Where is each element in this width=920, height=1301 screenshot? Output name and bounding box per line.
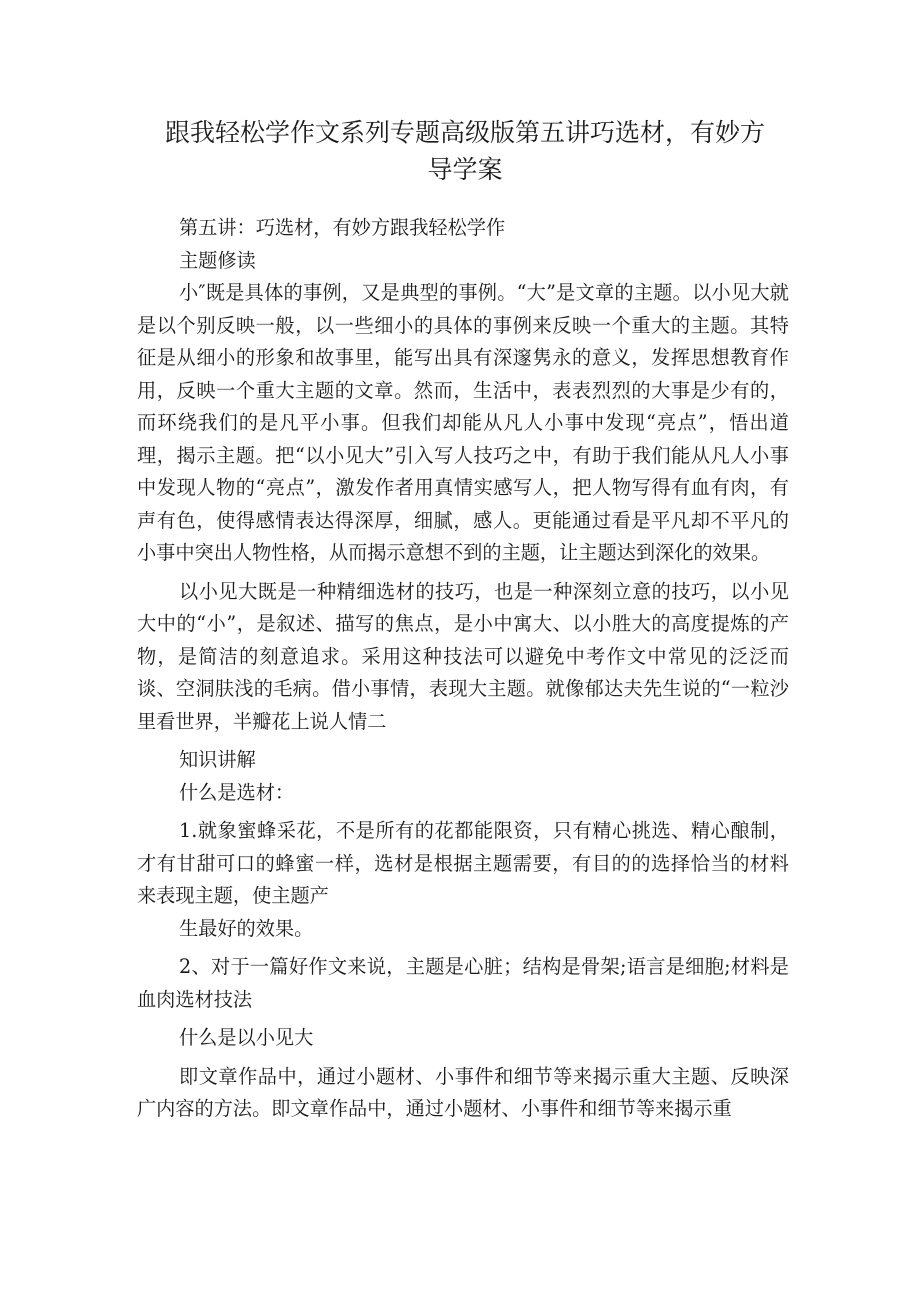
list-item-2: 2、对于一篇好作文来说，主题是心脏；结构是骨架;语言是细胞;材料是血肉选材技法 <box>137 955 789 1011</box>
subheading-what-is-selection: 什么是选材： <box>179 780 295 804</box>
section-heading-knowledge: 知识讲解 <box>179 748 256 771</box>
paragraph: 即文章作品中，通过小题材、小事件和细节等来揭示重大主题、反映深广内容的方法。即文章作品中，通过小题材、小事件和细节等来揭示重 <box>137 1064 789 1120</box>
title-line-2: 导学案 <box>427 155 503 184</box>
paragraph: 以小见大既是一种精细选材的技巧，也是一种深刻立意的技巧，以小见大中的“小”，是叙述、描写的焦点，是小中寓大、以小胜大的高度提炼的产物，是简洁的刻意追求。采用这种技法可以避免中考作文中常见的泛泛而谈、空洞肤浅的毛病。借小事情，表现大主题。就像郁达夫先生说的“一粒沙里看世界，半瓣花上说人情二 <box>137 579 789 733</box>
document-body <box>137 212 789 1126</box>
document-title <box>150 114 780 188</box>
lecture-heading: 第五讲：巧选材，有妙方跟我轻松学作 <box>179 216 506 239</box>
list-item-1: 1.就象蜜蜂采花，不是所有的花都能限资，只有精心挑选、精心酿制，才有甘甜可口的蜂蜜一样，选材是根据主题需要，有目的的选择恰当的材料来表现主题，使主题产 <box>137 819 789 907</box>
section-heading-theme: 主题修读 <box>179 248 256 272</box>
title-line-1: 跟我轻松学作文系列专题高级版第五讲巧选材，有妙方 <box>164 118 765 147</box>
paragraph: 小″既是具体的事例，又是典型的事例。“大”是文章的主题。以小见大就是以个别反映一般，以一些细小的具体的事例来反映一个重大的主题。其特征是从细小的形象和故事里，能写出具有深邃隽永的意义，发挥思想教育作用，反映一个重大主题的文章。然而，生活中，表表烈烈的大事是少有的，而环绕我们的是凡平小事。但我们却能从凡人小事中发现“亮点”，悟出道理，揭示主题。把“以小见大”引入写人技巧之中，有助于我们能从凡人小事中发现人物的“亮点”，激发作者用真情实感写人，把人物写得有血有肉，有声有色，使得感情表达得深厚，细腻，感人。更能通过看是平凡却不平凡的小事中突出人物性格，从而揭示意想不到的主题，让主题达到深化的效果。 <box>137 281 789 564</box>
paragraph-continuation: 生最好的效果。 <box>179 916 314 940</box>
subheading-small-to-big: 什么是以小见大 <box>179 1026 314 1049</box>
